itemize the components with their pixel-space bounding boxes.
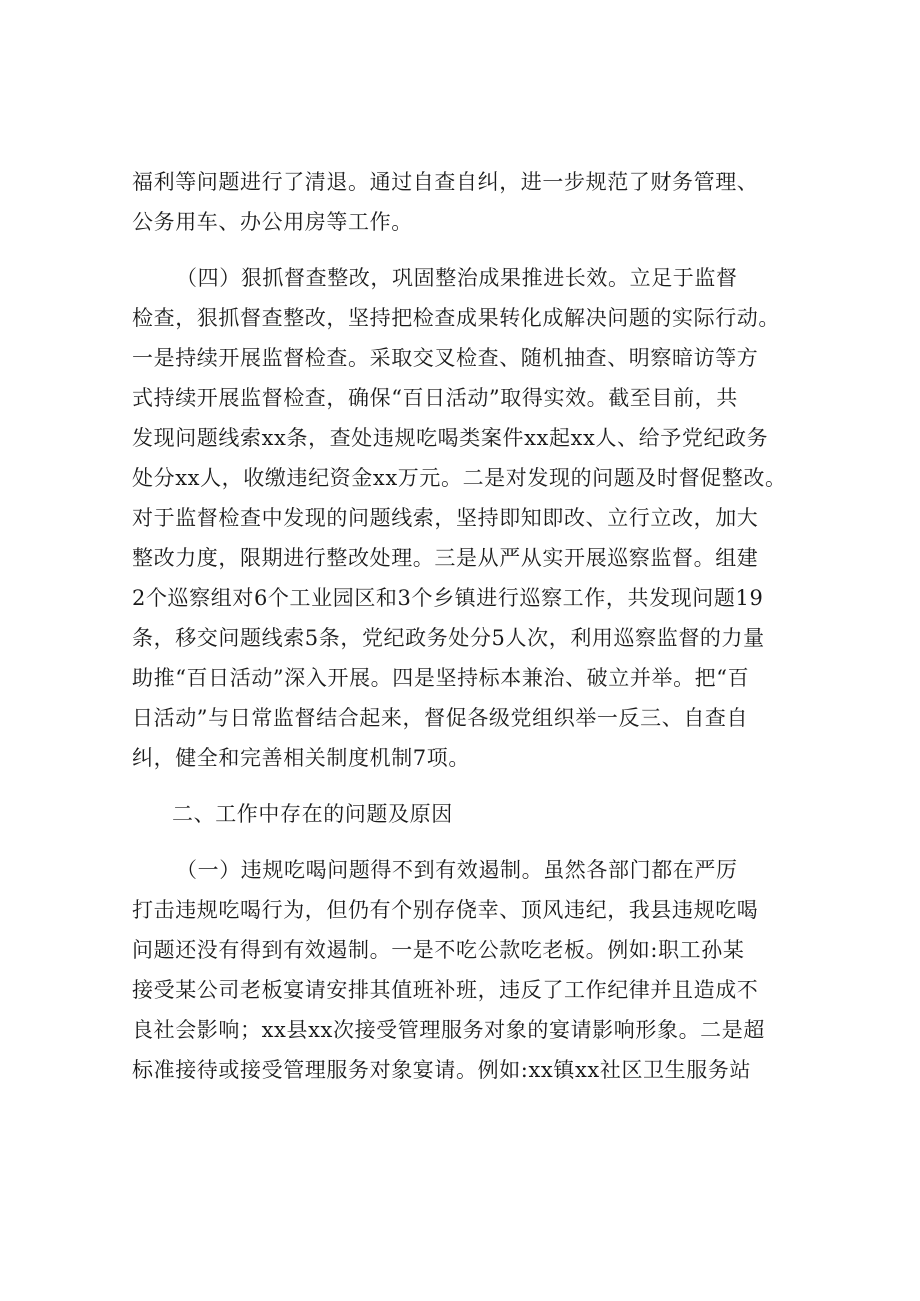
text-line: 问题还没有得到有效遏制。一是不吃公款吃老板。例如:职工孙某: [132, 938, 745, 962]
text-line: （一）违规吃喝问题得不到有效遏制。虽然各部门都在严厉: [176, 858, 738, 882]
text-line: 条，移交问题线索5条，党纪政务处分5人次，利用巡察监督的力量: [132, 626, 765, 650]
paragraph-continuation: [132, 162, 792, 242]
text-line: 处分xx人，收缴违纪资金xx万元。二是对发现的问题及时督促整改。: [132, 466, 787, 490]
text-line: 纠，健全和完善相关制度机制7项。: [132, 746, 470, 770]
text-line: （四）狠抓督查整改，巩固整治成果推进长效。立足于监督: [176, 266, 738, 290]
text-line: 良社会影响；xx县xx次接受管理服务对象的宴请影响形象。二是超: [132, 1018, 765, 1042]
section-heading: 二、工作中存在的问题及原因: [172, 802, 453, 826]
text-line: 对于监督检查中发现的问题线索，坚持即知即改、立行立改，加大: [132, 506, 759, 530]
text-line: 助推“百日活动”深入开展。四是坚持标本兼治、破立并举。把“百: [132, 666, 750, 690]
text-line: 日活动”与日常监督结合起来，督促各级党组织举一反三、自查自: [132, 706, 749, 730]
document-body: [132, 162, 792, 1090]
text-line: 打击违规吃喝行为，但仍有个别存侥幸、顶风违纪，我县违规吃喝: [132, 898, 759, 922]
text-line: 式持续开展监督检查，确保“百日活动”取得实效。截至目前，共: [132, 386, 738, 410]
text-line: 福利等问题进行了清退。通过自查自纠，进一步规范了财务管理、: [132, 170, 759, 194]
text-line: 发现问题线索xx条，查处违规吃喝类案件xx起xx人、给予党纪政务: [132, 426, 769, 450]
text-line: 整改力度，限期进行整改处理。三是从严从实开展巡察监督。组建: [132, 546, 759, 570]
paragraph-problem-one: [132, 850, 792, 1090]
text-line: 标准接待或接受管理服务对象宴请。例如:xx镇xx社区卫生服务站: [132, 1058, 752, 1082]
text-line: 接受某公司老板宴请安排其值班补班，违反了工作纪律并且造成不: [132, 978, 759, 1002]
text-line: 公务用车、办公用房等工作。: [132, 210, 413, 234]
text-line: 一是持续开展监督检查。采取交叉检查、随机抽查、明察暗访等方: [132, 346, 759, 370]
text-line: 检查，狠抓督查整改，坚持把检查成果转化成解决问题的实际行动。: [132, 306, 780, 330]
paragraph-section-four: [132, 258, 792, 778]
text-line: 2个巡察组对6个工业园区和3个乡镇进行巡察工作，共发现问题19: [132, 586, 764, 610]
